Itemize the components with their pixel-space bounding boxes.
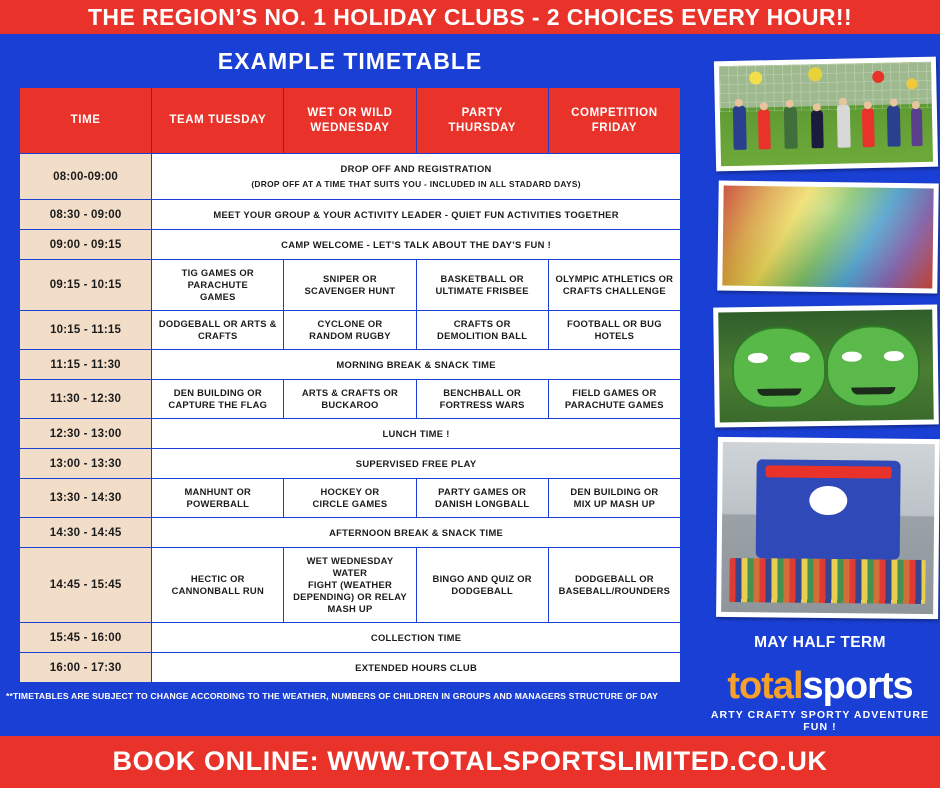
time-slot: 16:00 - 17:30: [20, 653, 152, 683]
activity-cell: TIG GAMES OR PARACHUTE GAMES: [152, 260, 284, 311]
photo-parachute-play: [717, 180, 939, 293]
logo-tagline: ARTY CRAFTY SPORTY ADVENTURE FUN !: [710, 709, 930, 733]
activity-cell: DODGEBALL OR ARTS & CRAFTS: [152, 311, 284, 350]
activity-cell: HOCKEY OR CIRCLE GAMES: [284, 479, 416, 518]
table-row: [20, 548, 681, 623]
table-row: [20, 311, 681, 350]
activity-cell: DEN BUILDING OR MIX UP MASH UP: [548, 479, 680, 518]
activity-all-days: CAMP WELCOME - LET’S TALK ABOUT THE DAY’S FUN !: [152, 230, 681, 260]
top-banner: THE REGION’S NO. 1 HOLIDAY CLUBS - 2 CHOICES EVERY HOUR!!: [0, 0, 940, 34]
table-header-row: [20, 88, 681, 154]
time-slot: 08:00-09:00: [20, 154, 152, 200]
photo-sidebar: [700, 34, 940, 736]
activity-all-days: SUPERVISED FREE PLAY: [152, 449, 681, 479]
activity-all-days: DROP OFF AND REGISTRATION (DROP OFF AT A TIME THAT SUITS YOU - INCLUDED IN ALL STADARD DAYS): [152, 154, 681, 200]
table-row: [20, 653, 681, 683]
photo-kids-with-balls-outdoor-court: [714, 57, 938, 172]
time-slot: 15:45 - 16:00: [20, 623, 152, 653]
photo-face-painting-kids: [713, 304, 939, 427]
column-header-wet-or-wild-wednesday: WET OR WILD WEDNESDAY: [284, 88, 416, 154]
bottom-banner-book-online[interactable]: BOOK ONLINE: WWW.TOTALSPORTSLIMITED.CO.UK: [0, 736, 940, 788]
activity-all-days: EXTENDED HOURS CLUB: [152, 653, 681, 683]
column-header-team-tuesday: TEAM TUESDAY: [152, 88, 284, 154]
logo-wordmark: [700, 664, 940, 708]
table-row: [20, 200, 681, 230]
timetable-column: [0, 34, 700, 736]
activity-cell: OLYMPIC ATHLETICS OR CRAFTS CHALLENGE: [548, 260, 680, 311]
activity-cell: DEN BUILDING OR CAPTURE THE FLAG: [152, 380, 284, 419]
time-slot: 09:00 - 09:15: [20, 230, 152, 260]
activity-all-days: LUNCH TIME !: [152, 419, 681, 449]
activity-cell: BENCHBALL OR FORTRESS WARS: [416, 380, 548, 419]
time-slot: 14:30 - 14:45: [20, 518, 152, 548]
activity-cell: CRAFTS OR DEMOLITION BALL: [416, 311, 548, 350]
column-header-competition-friday: COMPETITION FRIDAY: [548, 88, 680, 154]
time-slot: 09:15 - 10:15: [20, 260, 152, 311]
brand-logo: [700, 664, 940, 733]
activity-cell: FIELD GAMES OR PARACHUTE GAMES: [548, 380, 680, 419]
time-slot: 08:30 - 09:00: [20, 200, 152, 230]
table-row: [20, 623, 681, 653]
activity-cell: ARTS & CRAFTS OR BUCKAROO: [284, 380, 416, 419]
main-body: [0, 34, 940, 736]
activity-cell: HECTIC OR CANNONBALL RUN: [152, 548, 284, 623]
activity-cell: FOOTBALL OR BUG HOTELS: [548, 311, 680, 350]
time-slot: 13:30 - 14:30: [20, 479, 152, 518]
table-row: [20, 479, 681, 518]
activity-all-days: AFTERNOON BREAK & SNACK TIME: [152, 518, 681, 548]
time-slot: 10:15 - 11:15: [20, 311, 152, 350]
logo-sports-text: sports: [802, 665, 913, 707]
table-row: [20, 154, 681, 200]
table-row: [20, 419, 681, 449]
activity-all-days: COLLECTION TIME: [152, 623, 681, 653]
time-slot: 11:15 - 11:30: [20, 350, 152, 380]
photo-bouncy-castle-group: [716, 437, 940, 619]
table-row: [20, 518, 681, 548]
table-row: [20, 380, 681, 419]
activity-cell: MANHUNT OR POWERBALL: [152, 479, 284, 518]
page-title: EXAMPLE TIMETABLE: [217, 48, 483, 74]
activity-cell: SNIPER OR SCAVENGER HUNT: [284, 260, 416, 311]
table-row: [20, 449, 681, 479]
activity-cell: BINGO AND QUIZ OR DODGEBALL: [416, 548, 548, 623]
activity-cell: CYCLONE OR RANDOM RUGBY: [284, 311, 416, 350]
disclaimer-text: **TIMETABLES ARE SUBJECT TO CHANGE ACCORDING TO THE WEATHER, NUMBERS OF CHILDREN IN GROUPS AND MANAGERS STRUCTURE OF DAY: [6, 691, 659, 701]
activity-cell: PARTY GAMES OR DANISH LONGBALL: [416, 479, 548, 518]
table-row: [20, 260, 681, 311]
column-header-time: TIME: [20, 88, 152, 154]
time-slot: 13:00 - 13:30: [20, 449, 152, 479]
column-header-party-thursday: PARTY THURSDAY: [416, 88, 548, 154]
time-slot: 14:45 - 15:45: [20, 548, 152, 623]
time-slot: 11:30 - 12:30: [20, 380, 152, 419]
table-row: [20, 230, 681, 260]
activity-all-days: MEET YOUR GROUP & YOUR ACTIVITY LEADER - QUIET FUN ACTIVITIES TOGETHER: [152, 200, 681, 230]
activity-all-days: MORNING BREAK & SNACK TIME: [152, 350, 681, 380]
timetable: [19, 87, 681, 683]
activity-cell: DODGEBALL OR BASEBALL/ROUNDERS: [548, 548, 680, 623]
logo-total-text: total: [727, 665, 803, 707]
activity-cell: WET WEDNESDAY WATER FIGHT (WEATHER DEPENDING) OR RELAY MASH UP: [284, 548, 416, 623]
table-row: [20, 350, 681, 380]
time-slot: 12:30 - 13:00: [20, 419, 152, 449]
season-label: MAY HALF TERM: [754, 634, 886, 651]
activity-cell: BASKETBALL OR ULTIMATE FRISBEE: [416, 260, 548, 311]
